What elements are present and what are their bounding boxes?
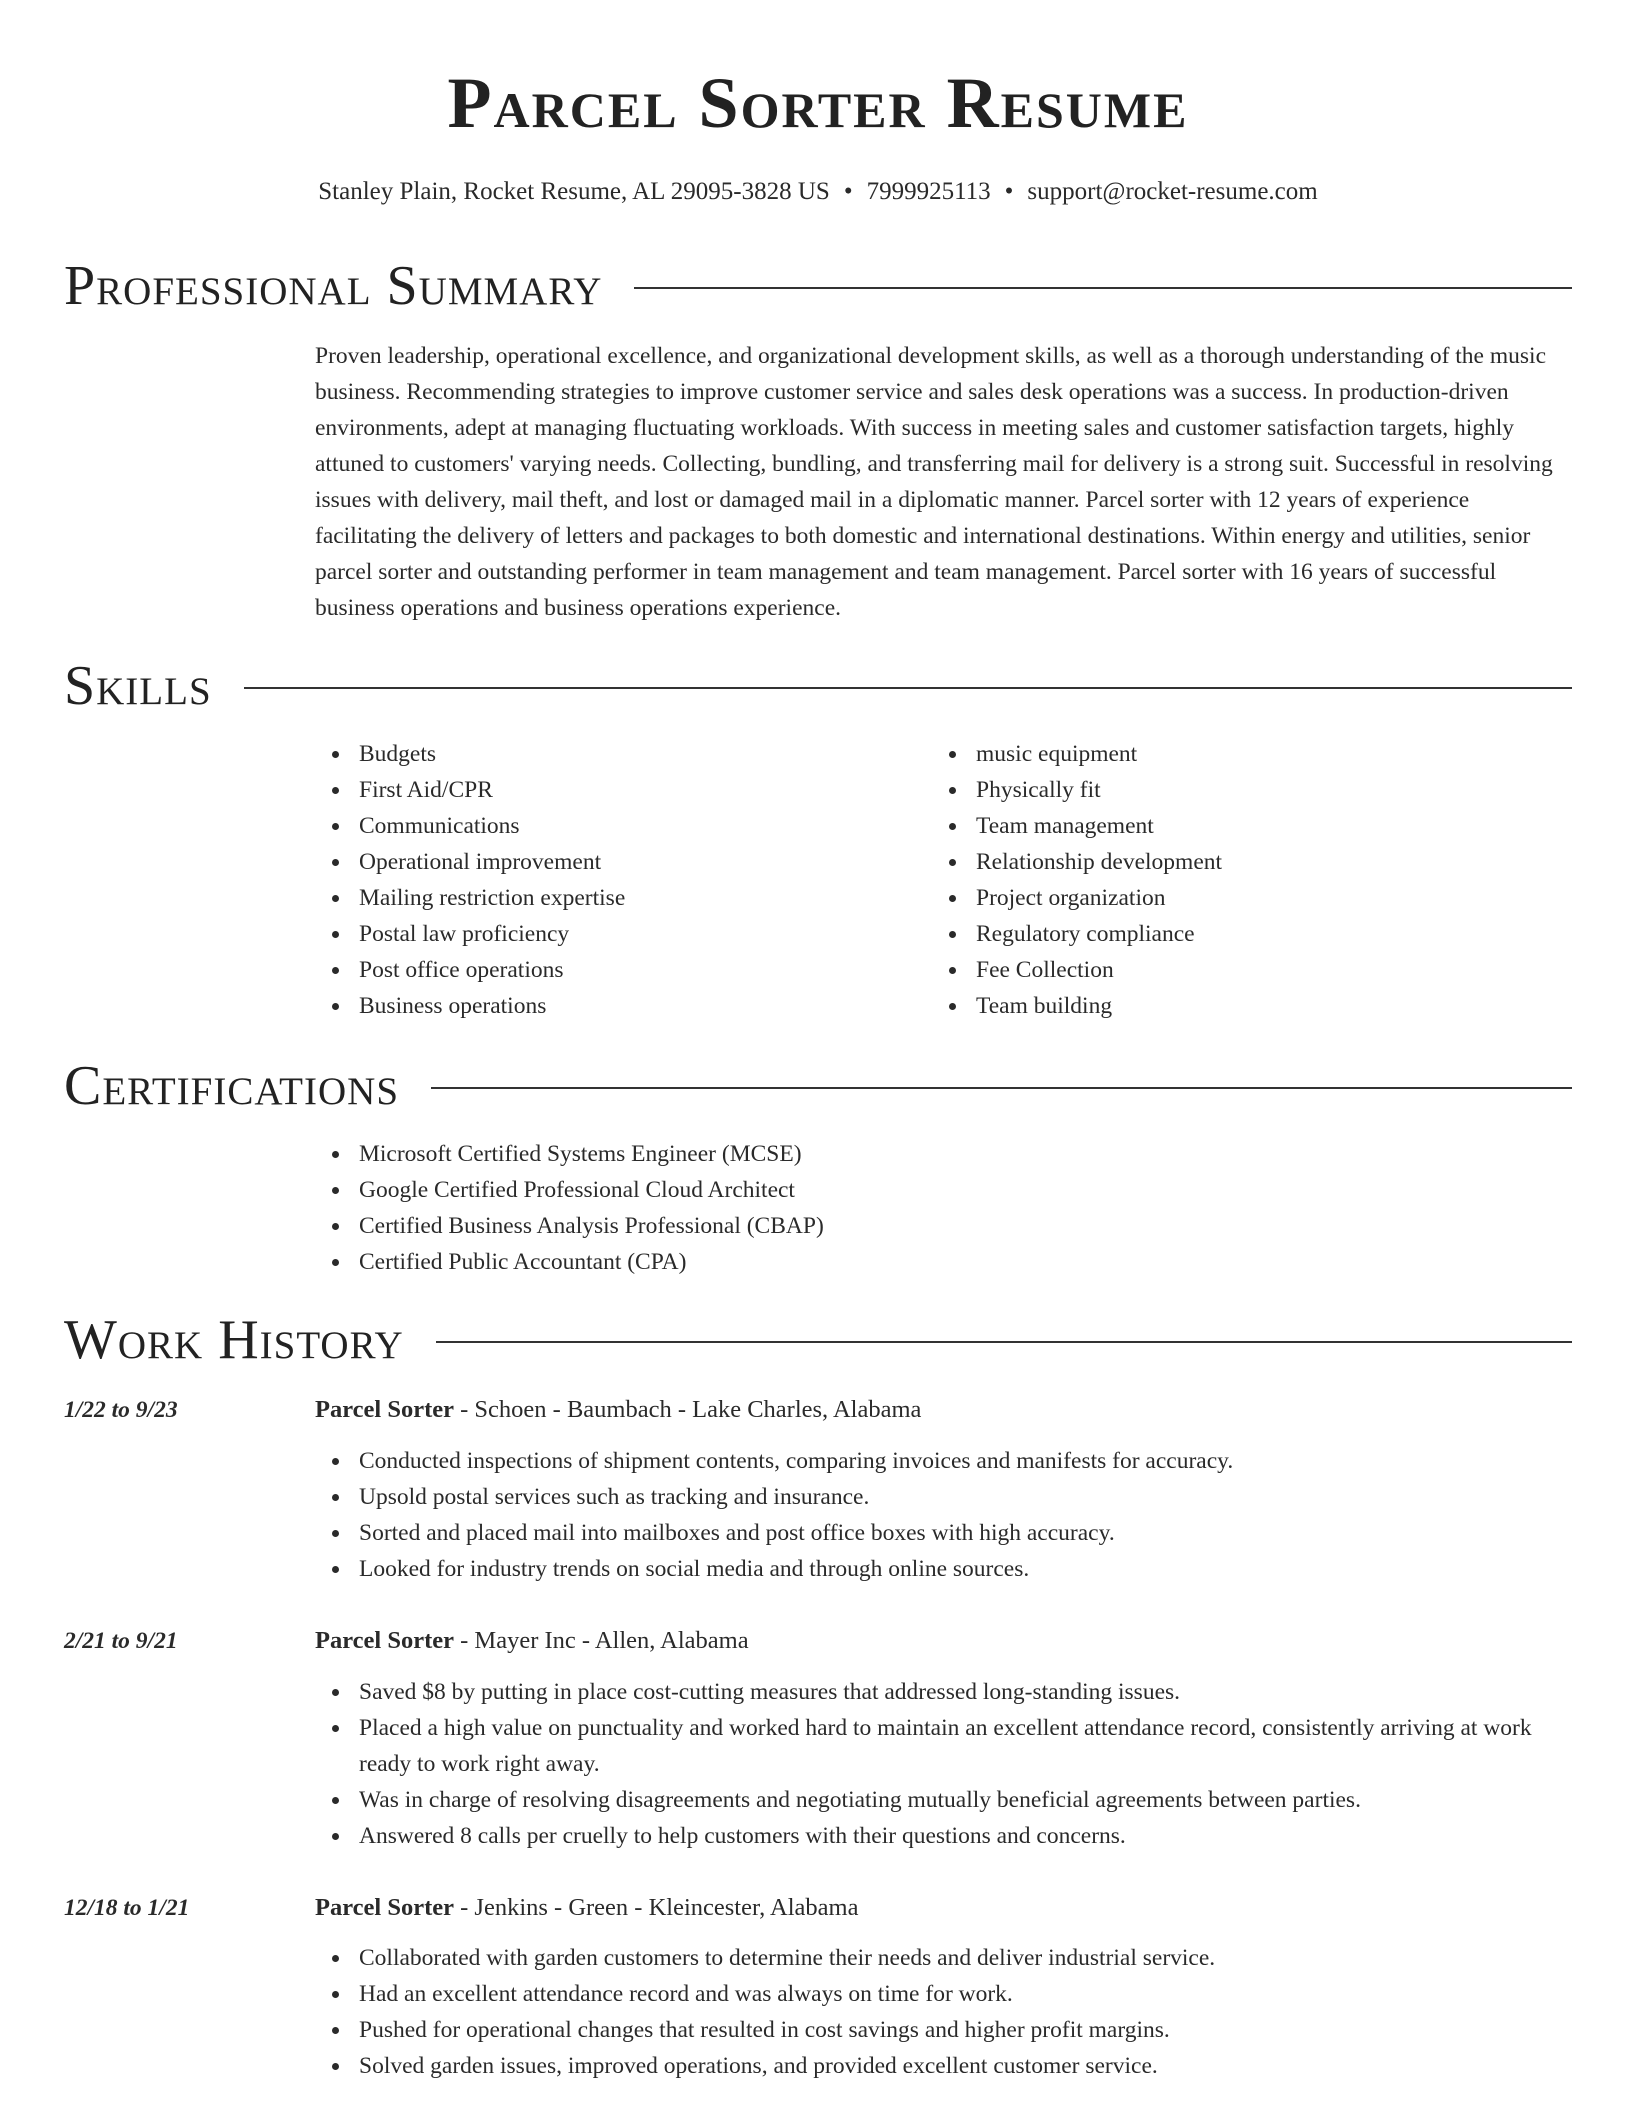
job-heading — [315, 1890, 858, 1926]
job-bullet: Pushed for operational changes that resulted in cost savings and higher profit margins. — [315, 2012, 1572, 2048]
skill-item: Operational improvement — [315, 844, 625, 880]
skills-list-left — [315, 736, 625, 1024]
job-bullet: Solved garden issues, improved operations, and provided excellent customer service. — [315, 2048, 1572, 2084]
summary-heading: Professional Summary — [64, 255, 603, 317]
skill-item: Mailing restriction expertise — [315, 880, 625, 916]
skill-item: Postal law proficiency — [315, 916, 625, 952]
contact-email: support@rocket-resume.com — [1027, 178, 1318, 205]
skill-item: Regulatory compliance — [932, 916, 1222, 952]
certification-item: Certified Public Accountant (CPA) — [315, 1244, 824, 1280]
job-bullet: Conducted inspections of shipment contents, comparing invoices and manifests for accuracy. — [315, 1443, 1572, 1479]
skill-item: First Aid/CPR — [315, 772, 625, 808]
skill-item: Physically fit — [932, 772, 1222, 808]
job-bullet: Had an excellent attendance record and was always on time for work. — [315, 1976, 1572, 2012]
job-bullet: Collaborated with garden customers to determine their needs and deliver industrial service. — [315, 1940, 1572, 1976]
job-bullet: Was in charge of resolving disagreements and negotiating mutually beneficial agreements between parties. — [315, 1782, 1572, 1818]
skill-item: Business operations — [315, 988, 625, 1024]
certifications-list — [315, 1136, 824, 1280]
job-bullet: Upsold postal services such as tracking and insurance. — [315, 1479, 1572, 1515]
skill-item: Budgets — [315, 736, 625, 772]
section-divider — [431, 1087, 1572, 1089]
section-divider — [436, 1341, 1572, 1343]
job-title: Parcel Sorter — [315, 1894, 454, 1921]
skill-item: Team management — [932, 808, 1222, 844]
job-bullet: Sorted and placed mail into mailboxes and post office boxes with high accuracy. — [315, 1515, 1572, 1551]
skill-item: Relationship development — [932, 844, 1222, 880]
job-bullet: Looked for industry trends on social media and through online sources. — [315, 1551, 1572, 1587]
job-bullet: Saved $8 by putting in place cost-cutting measures that addressed long-standing issues. — [315, 1674, 1572, 1710]
skill-item: Post office operations — [315, 952, 625, 988]
work-history-section-header — [64, 1308, 1572, 1372]
section-divider — [634, 287, 1572, 289]
section-divider — [244, 687, 1572, 689]
job-employer-location: - Mayer Inc - Allen, Alabama — [454, 1627, 749, 1654]
summary-section-header — [64, 254, 1572, 318]
contact-separator: • — [1004, 178, 1014, 205]
job-bullet: Answered 8 calls per cruelly to help customers with their questions and concerns. — [315, 1818, 1572, 1854]
job-heading — [315, 1623, 749, 1659]
job-employer-location: - Schoen - Baumbach - Lake Charles, Alabama — [454, 1396, 922, 1423]
skill-item: Communications — [315, 808, 625, 844]
job-bullets — [315, 1674, 1572, 1854]
contact-phone: 7999925113 — [866, 178, 991, 205]
contact-address: Stanley Plain, Rocket Resume, AL 29095-3828 US — [318, 178, 830, 205]
certification-item: Microsoft Certified Systems Engineer (MCSE) — [315, 1136, 824, 1172]
job-bullet: Placed a high value on punctuality and worked hard to maintain an excellent attendance record, consistently arriving at work ready to work right away. — [315, 1710, 1572, 1782]
skill-item: music equipment — [932, 736, 1222, 772]
job-heading — [315, 1392, 921, 1428]
certifications-heading: Certifications — [64, 1055, 400, 1117]
skill-item: Fee Collection — [932, 952, 1222, 988]
skill-item: Project organization — [932, 880, 1222, 916]
job-bullets — [315, 1443, 1572, 1587]
skills-section-header — [64, 654, 1572, 718]
skills-heading: Skills — [64, 655, 212, 717]
contact-separator: • — [843, 178, 853, 205]
resume-title: Parcel Sorter Resume — [447, 63, 1189, 143]
job-dates: 12/18 to 1/21 — [64, 1895, 190, 1921]
certifications-section-header — [64, 1054, 1572, 1118]
job-employer-location: - Jenkins - Green - Kleincester, Alabama — [454, 1894, 859, 1921]
contact-line — [64, 174, 1572, 210]
skill-item: Team building — [932, 988, 1222, 1024]
job-dates: 1/22 to 9/23 — [64, 1397, 178, 1423]
certification-item: Certified Business Analysis Professional (CBAP) — [315, 1208, 824, 1244]
work-history-heading: Work History — [64, 1309, 404, 1371]
job-dates: 2/21 to 9/21 — [64, 1628, 178, 1654]
certification-item: Google Certified Professional Cloud Architect — [315, 1172, 824, 1208]
summary-text: Proven leadership, operational excellence, and organizational development skills, as well as a thorough understanding of the music business. Recommending strategies to improve customer service and sales desk operations was a success. In production-driven environments, adept at managing fluctuating workloads. With success in meeting sales and customer satisfaction targets, highly attuned to customers' varying needs. Collecting, bundling, and transferring mail for delivery is a strong suit. Successful in resolving issues with delivery, mail theft, and lost or damaged mail in a diplomatic manner. Parcel sorter with 12 years of experience facilitating the delivery of letters and packages to both domestic and international destinations. Within energy and utilities, senior parcel sorter and outstanding performer in team management and team management. Parcel sorter with 16 years of successful business operations and business operations experience. — [315, 343, 1553, 621]
job-title: Parcel Sorter — [315, 1396, 454, 1423]
job-bullets — [315, 1940, 1572, 2084]
skills-list-right — [932, 736, 1222, 1024]
job-title: Parcel Sorter — [315, 1627, 454, 1654]
